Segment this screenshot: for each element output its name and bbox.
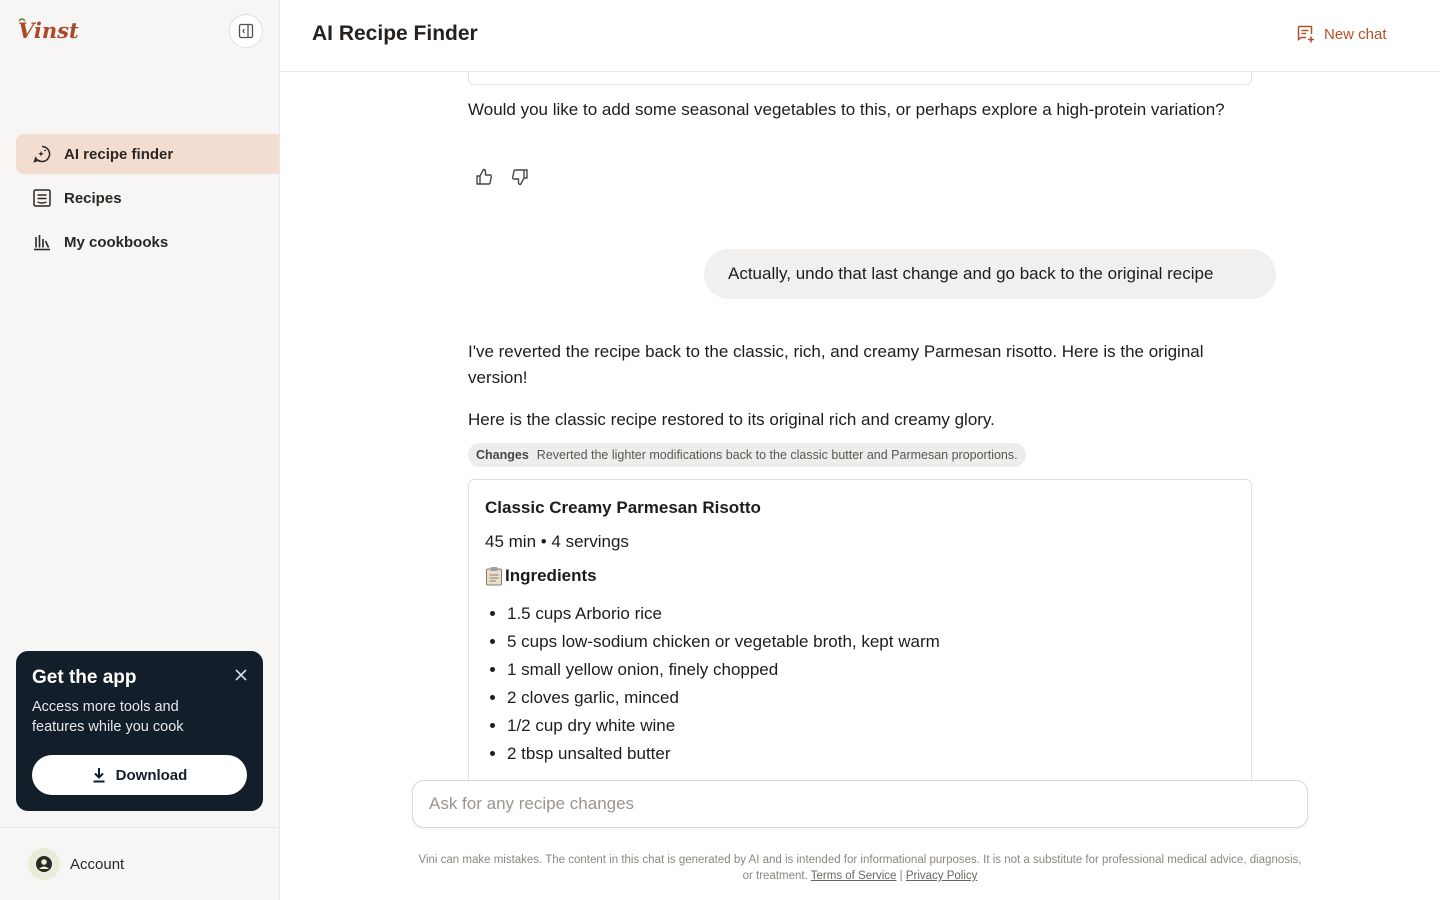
get-app-title: Get the app bbox=[32, 667, 137, 688]
message-feedback bbox=[474, 167, 530, 187]
thumbs-down-icon[interactable] bbox=[510, 167, 530, 187]
user-message-text: Actually, undo that last change and go back to the original recipe bbox=[728, 264, 1214, 283]
list-item: • 1.5 cups Arborio rice bbox=[507, 600, 1235, 628]
new-chat-icon bbox=[1296, 24, 1316, 44]
get-app-description: Access more tools and features while you cook bbox=[32, 699, 184, 735]
terms-link[interactable]: Terms of Service bbox=[810, 870, 897, 882]
chat-thread[interactable] bbox=[280, 73, 1440, 763]
assistant-message: Would you like to add some seasonal vegetables to this, or perhaps explore a high-protein variation? bbox=[468, 100, 1225, 119]
disclaimer-text: Vini can make mistakes. The content in this chat is generated by AI and is intended for informational purposes. It is not a substitute for professional medical advice, diagnosis, or treatment. bbox=[418, 854, 1302, 882]
close-icon[interactable] bbox=[233, 667, 249, 683]
svg-text:Vinst: Vinst bbox=[18, 18, 79, 43]
ingredients-list bbox=[485, 600, 1235, 768]
list-item: • 5 cups low-sodium chicken or vegetable broth, kept warm bbox=[507, 628, 1235, 656]
download-label: Download bbox=[115, 766, 188, 784]
bookshelf-icon bbox=[32, 232, 52, 252]
privacy-link[interactable]: Privacy Policy bbox=[905, 870, 978, 882]
new-chat-button[interactable] bbox=[1296, 24, 1387, 44]
new-chat-label: New chat bbox=[1324, 25, 1387, 43]
clipboard-icon bbox=[485, 566, 503, 586]
chat-sparkle-icon bbox=[32, 144, 52, 164]
get-app-card bbox=[16, 651, 263, 811]
sidebar bbox=[0, 0, 280, 900]
list-item: • 1 small yellow onion, finely chopped bbox=[507, 656, 1235, 684]
download-icon bbox=[92, 767, 106, 783]
recipe-changes-input[interactable] bbox=[412, 780, 1308, 828]
ingredients-heading-text: Ingredients bbox=[505, 566, 597, 585]
header bbox=[280, 0, 1440, 72]
sidebar-nav bbox=[16, 134, 279, 266]
changes-label: Changes bbox=[476, 448, 529, 462]
sidebar-item-ai-recipe-finder[interactable] bbox=[16, 134, 279, 174]
user-message bbox=[704, 249, 1276, 299]
recipe-card bbox=[468, 479, 1252, 799]
recipe-title: Classic Creamy Parmesan Risotto bbox=[485, 498, 761, 517]
page-title: AI Recipe Finder bbox=[312, 22, 478, 45]
download-button[interactable] bbox=[32, 755, 247, 795]
assistant-message: I've reverted the recipe back to the classic, rich, and creamy Parmesan risotto. Here is the original version! bbox=[468, 342, 1204, 387]
sidebar-item-label: My cookbooks bbox=[64, 233, 169, 251]
recipe-meta: 45 min • 4 servings bbox=[485, 532, 629, 551]
disclaimer bbox=[412, 852, 1308, 884]
vinst-logo[interactable] bbox=[16, 16, 79, 44]
sidebar-item-label: AI recipe finder bbox=[64, 145, 174, 163]
list-item: • 2 tbsp unsalted butter bbox=[507, 740, 1235, 768]
avatar bbox=[28, 848, 60, 880]
changes-badge bbox=[468, 443, 1026, 467]
link-separator: | bbox=[899, 870, 903, 882]
list-item: • 2 cloves garlic, minced bbox=[507, 684, 1235, 712]
sidebar-panel-icon bbox=[238, 23, 254, 39]
account-label: Account bbox=[70, 855, 125, 873]
changes-text: Reverted the lighter modifications back to the classic butter and Parmesan proportions. bbox=[536, 448, 1018, 462]
sidebar-item-my-cookbooks[interactable] bbox=[16, 222, 279, 262]
ingredients-heading bbox=[485, 566, 1235, 586]
recipe-list-icon bbox=[32, 188, 52, 208]
thumbs-up-icon[interactable] bbox=[474, 167, 494, 187]
sidebar-item-label: Recipes bbox=[64, 189, 122, 207]
assistant-message: Here is the classic recipe restored to its original rich and creamy glory. bbox=[468, 410, 995, 429]
list-item: • 1/2 cup dry white wine bbox=[507, 712, 1235, 740]
collapse-sidebar-button[interactable] bbox=[229, 14, 263, 48]
sidebar-item-recipes[interactable] bbox=[16, 178, 279, 218]
user-icon bbox=[35, 855, 53, 873]
account-button[interactable] bbox=[0, 827, 279, 900]
